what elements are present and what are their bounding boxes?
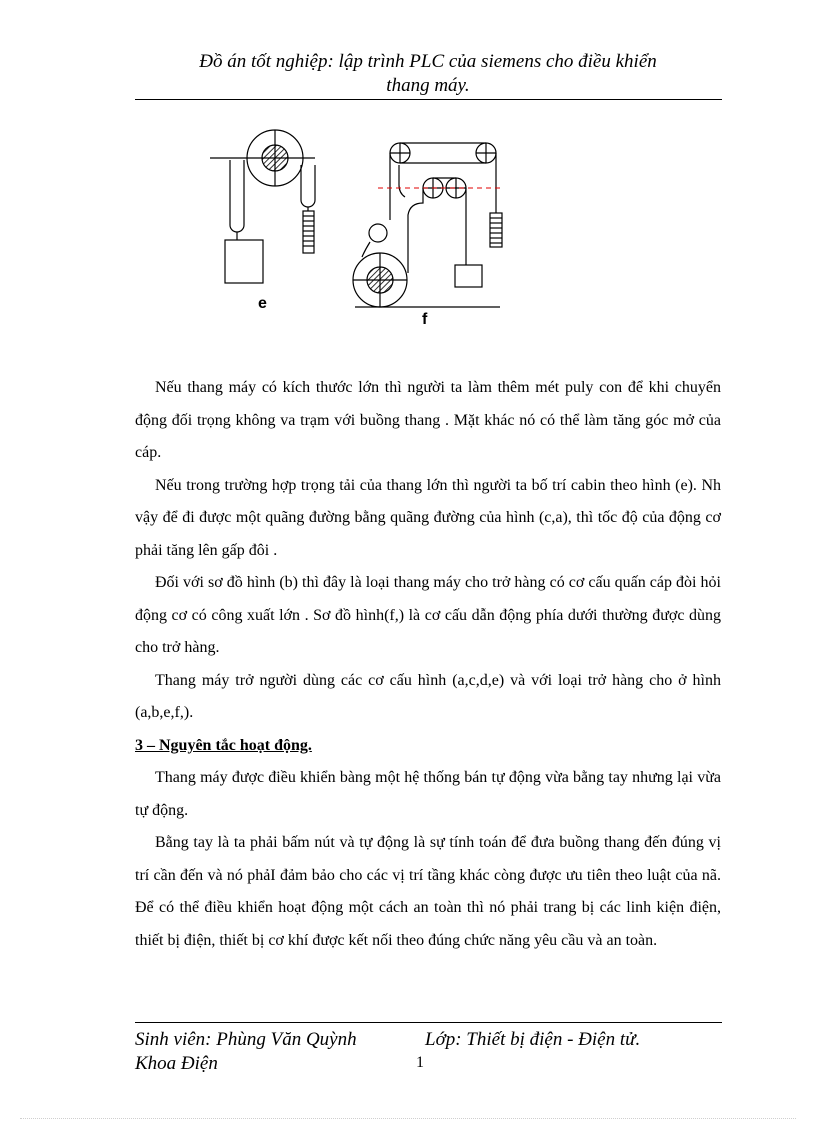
counterweight-e: [303, 211, 314, 253]
figure-e: [210, 130, 315, 283]
header-rule: [135, 99, 722, 100]
paragraph-2: Nếu trong trường hợp trọng tải của thang lớn thì người ta bố trí cabin theo hình (e). Nh vậy để đi được một quãng đường bằng quãng đường của hình (c,a), thì tốc độ của động cơ phải tăng lên gấp đôi .: [135, 476, 721, 559]
footer-faculty: Khoa Điện: [135, 1053, 218, 1074]
counterweight-f: [490, 213, 502, 247]
paragraph-6: Bằng tay là ta phải bấm nút và tự động là sự tính toán để đưa buồng thang đến đúng vị trí cần đến và nó phảI đảm bảo cho các vị trí tầng khác còng được ưu tiên theo luật của nã. Để có thể điều khiển hoạt động một cách an toàn thì nó phải trang bị các linh kiện điện, thiết bị điện, thiết bị cơ khí được kết nối theo đúng chức năng yêu cầu và an toàn.: [135, 834, 721, 949]
paragraph-1: Nếu thang máy có kích thước lớn thì người ta làm thêm mét puly con để khi chuyển động đối trọng không va trạm với buồng thang . Mặt khác nó có thể làm tăng góc mở của cáp.: [135, 379, 721, 461]
car-box-f: [455, 265, 482, 287]
idler-pulley-f: [369, 224, 387, 242]
car-box-e: [225, 240, 263, 283]
section-title: 3 – Nguyên tắc hoạt động.: [135, 736, 312, 754]
cable-loop-e: [230, 160, 244, 232]
paragraph-3: Đối với sơ đồ hình (b) thì đây là loại thang máy cho trở hàng có cơ cấu quấn cáp đòi hỏi động cơ có công xuất lớn . Sơ đồ hình(f,) là cơ cấu dẫn động phía dưới thường được dùng cho trở hàng.: [135, 574, 721, 656]
pulley-diagram-svg: [200, 125, 520, 335]
pulley-diagram: [200, 125, 520, 335]
footer-student: Sinh viên: Phùng Văn Quỳnh: [135, 1029, 357, 1050]
paragraph-4: Thang máy trở người dùng các cơ cấu hình (a,c,d,e) và với loại trở hàng cho ở hình (a,b,e,f,).: [135, 671, 721, 721]
footer-rule: [135, 1022, 722, 1023]
figure-label-f: f: [422, 311, 428, 328]
header-title-line1: Đồ án tốt nghiệp: lập trình PLC của siemens cho điều khiển: [199, 51, 657, 72]
paragraph-5: Thang máy được điều khiển bàng một hệ thống bán tự động vừa bằng tay nhưng lại vừa tự động.: [135, 769, 721, 819]
page-header: [135, 50, 721, 98]
page-bottom-border: [20, 1118, 796, 1119]
body-text: [135, 372, 721, 957]
page-number: 1: [416, 1054, 424, 1071]
figure-f: [353, 143, 502, 307]
figure-label-e: e: [258, 295, 267, 312]
footer-class: Lớp: Thiết bị điện - Điện tử.: [425, 1029, 641, 1050]
section-heading: [135, 730, 721, 763]
header-title-line2: thang máy.: [386, 75, 470, 96]
